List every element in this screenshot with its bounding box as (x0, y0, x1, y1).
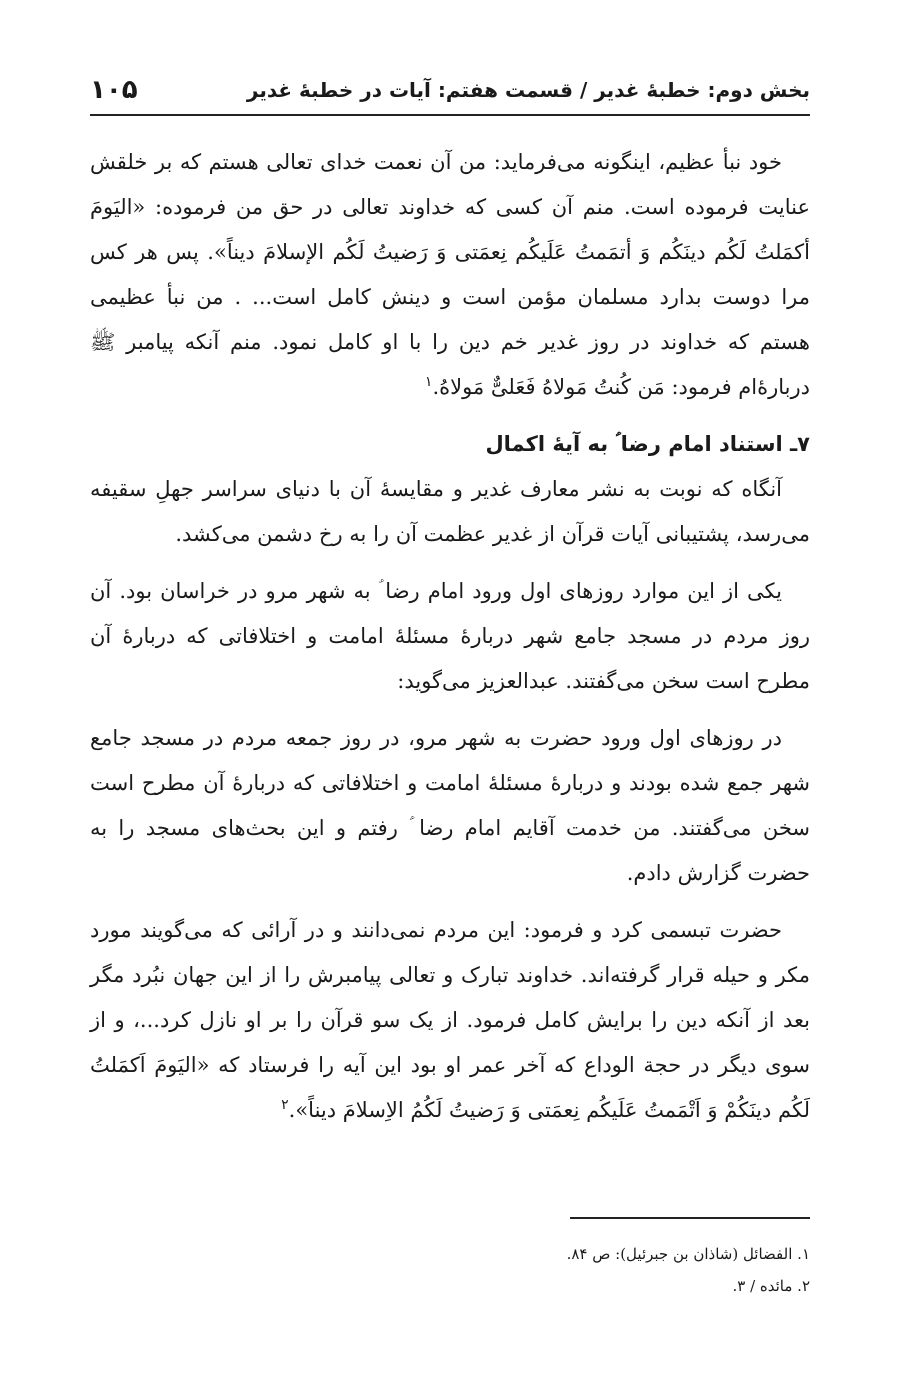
paragraph-text: در روزهای اول ورود حضرت به شهر مرو، در روز جمعه مردم در مسجد جامع شهر جمع شده بودند و دربارهٔ مسئلهٔ امامت و اختلافاتی که دربارهٔ آن مطرح است سخن می‌گفتند. من خدمت آقایم امام رضا ؑ رفتم و این بحث‌های مسجد را به حضرت گزارش دادم. (90, 726, 810, 885)
footnote-item: ۱. الفضائل (شاذان بن جبرئیل): ص ۸۴. (566, 1245, 810, 1263)
footnote-reference: ۲ (281, 1097, 289, 1113)
page-number: ۱۰۵ (90, 75, 138, 105)
paragraph-text: حضرت تبسمی کرد و فرمود: این مردم نمی‌دانند و در آرائی که می‌گویند مورد مکر و حیله قرار گرفته‌اند. خداوند تبارک و تعالی پیامبرش را از این جهان نبُرد مگر بعد از آنکه دین را برایش کامل فرمود. از یک سو قرآن را بر او نازل کرد...، و از سوی دیگر در حجة الوداع که آخر عمر او بود این آیه را فرستاد که «الیَومَ اَکمَلتُ لَکُم دینَکُمْ وَ اَتْمَمتُ عَلَیکُم نِعمَتی وَ رَضیتُ لَکُمُ الاِسلامَ دیناً». (90, 918, 810, 1122)
paragraph (90, 467, 810, 557)
paragraph (90, 140, 810, 410)
paragraph (90, 908, 810, 1133)
footnotes (210, 1238, 810, 1302)
paragraph-text: خود نبأ عظیم، اینگونه می‌فرماید: من آن نعمت خدای تعالی هستم که بر خلقش عنایت فرموده است. منم آن کسی که خداوند تعالی در حق من فرموده: «الیَومَ أکمَلتُ لَکُم دینَکُم وَ أتمَمتُ عَلَیکُم نِعمَتی وَ رَضیتُ لَکُم الإسلامَ دیناً». پس هر کس مرا دوست بدارد مسلمان مؤمن است و دینش کامل است... . من نبأ عظیمی هستم که خداوند در روز غدیر خم دین را با او کامل نمود. منم آنکه پیامبر ﷺ دربارهٔ‌ام فرمود: مَن کُنتُ مَولاهُ فَعَلیٌّ مَولاهُ. (90, 150, 810, 399)
page-header (90, 66, 810, 116)
paragraph-text: یکی از این موارد روزهای اول ورود امام رضا ؑ به شهر مرو در خراسان بود. آن روز مردم در مسجد جامع شهر دربارهٔ مسئلهٔ امامت و اختلافاتی که دربارهٔ آن مطرح است سخن می‌گفتند. عبدالعزیز می‌گوید: (90, 579, 810, 693)
section-heading: ۷ـ استناد امام رضا ؑ به آیهٔ اکمال (485, 432, 810, 456)
footnote-reference: ۱ (424, 374, 433, 390)
paragraph-text: آنگاه که نوبت به نشر معارف غدیر و مقایسهٔ آن با دنیای سراسر جهلِ سقیفه می‌رسد، پشتیبانی آیات قرآن از غدیر عظمت آن را به رخ دشمن می‌کشد. (90, 477, 810, 546)
paragraph (90, 569, 810, 704)
body-text (90, 140, 810, 1145)
paragraph (90, 716, 810, 896)
footnote-divider (570, 1217, 810, 1219)
running-title: بخش دوم: خطبهٔ غدیر / قسمت هفتم: آیات در خطبهٔ غدیر (246, 78, 810, 102)
footnote-item: ۲. مائده / ۳. (732, 1277, 810, 1295)
